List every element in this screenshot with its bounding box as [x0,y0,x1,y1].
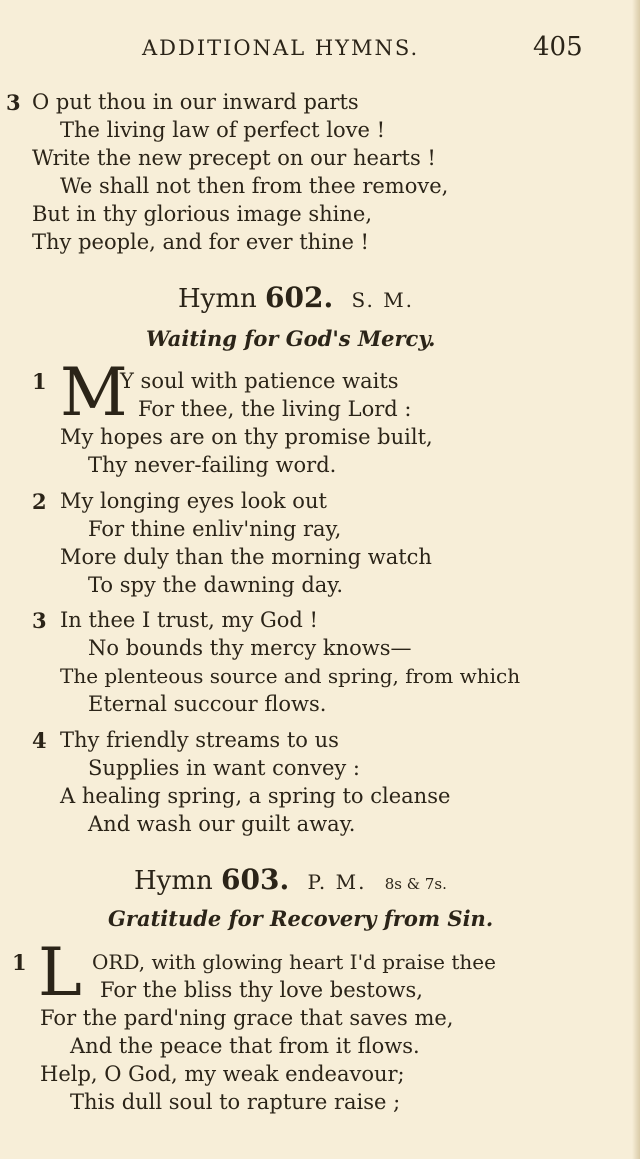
verse-line: My hopes are on thy promise built, [60,425,433,449]
verse-line: We shall not then from thee remove, [60,174,449,198]
verse-line: This dull soul to rapture raise ; [70,1090,401,1114]
verse-number: 1 [32,369,47,394]
verse-line: ORD, with glowing heart I'd praise thee [92,950,496,974]
verse-number: 4 [32,728,47,753]
verse-line: But in thy glorious image shine, [32,202,373,226]
verse-number: 1 [12,950,27,975]
page-edge [632,0,640,1159]
drop-cap: L [38,934,82,1011]
verse-line: For the pard'ning grace that saves me, [40,1006,454,1030]
verse-line: Thy never-failing word. [88,453,337,477]
hymn-meter-detail: 8s & 7s. [384,875,447,893]
hymn-number: 602. [265,281,334,314]
verse-number: 3 [6,90,21,115]
verse-line: For the bliss thy love bestows, [100,978,423,1002]
verse-number: 2 [32,489,47,514]
hymn-number: 603. [221,863,290,896]
verse-line: The living law of perfect love ! [60,118,386,142]
verse-line: No bounds thy mercy knows— [88,636,412,660]
verse-line: Help, O God, my weak endeavour; [40,1062,405,1086]
verse-line: In thee I trust, my God ! [60,608,318,632]
verse-line: To spy the dawning day. [88,573,344,597]
verse-line: Y soul with patience waits [120,369,399,393]
verse-line: Eternal succour flows. [88,692,327,716]
verse-line: And the peace that from it flows. [70,1034,420,1058]
hymn-word: Hymn [178,284,257,314]
verse-line: O put thou in our inward parts [32,90,359,114]
hymn-meter: P. M. [307,870,367,894]
hymn-word: Hymn [134,866,213,896]
verse-number: 3 [32,608,47,633]
verse-line: A healing spring, a spring to cleanse [60,784,451,808]
verse-line: Thy people, and for ever thine ! [32,230,369,254]
hymn-subtitle: Gratitude for Recovery from Sin. [108,906,494,931]
verse-line: More duly than the morning watch [60,545,432,569]
hymn-meter: S. M. [351,288,415,312]
verse-line: Write the new precept on our hearts ! [32,146,436,170]
verse-line: The plenteous source and spring, from which [60,664,521,688]
verse-line: For thee, the living Lord : [138,397,412,421]
hymn-subtitle: Waiting for God's Mercy. [146,326,436,351]
drop-cap: M [60,354,128,431]
verse-line: My longing eyes look out [60,489,327,513]
verse-line: And wash our guilt away. [88,812,356,836]
hymn-heading [178,281,415,314]
running-head: ADDITIONAL HYMNS. [142,36,420,60]
verse-line: Supplies in want convey : [88,756,360,780]
verse-line: Thy friendly streams to us [60,728,339,752]
page-number: 405 [533,32,583,62]
hymn-heading [134,863,447,896]
verse-line: For thine enliv'ning ray, [88,517,342,541]
